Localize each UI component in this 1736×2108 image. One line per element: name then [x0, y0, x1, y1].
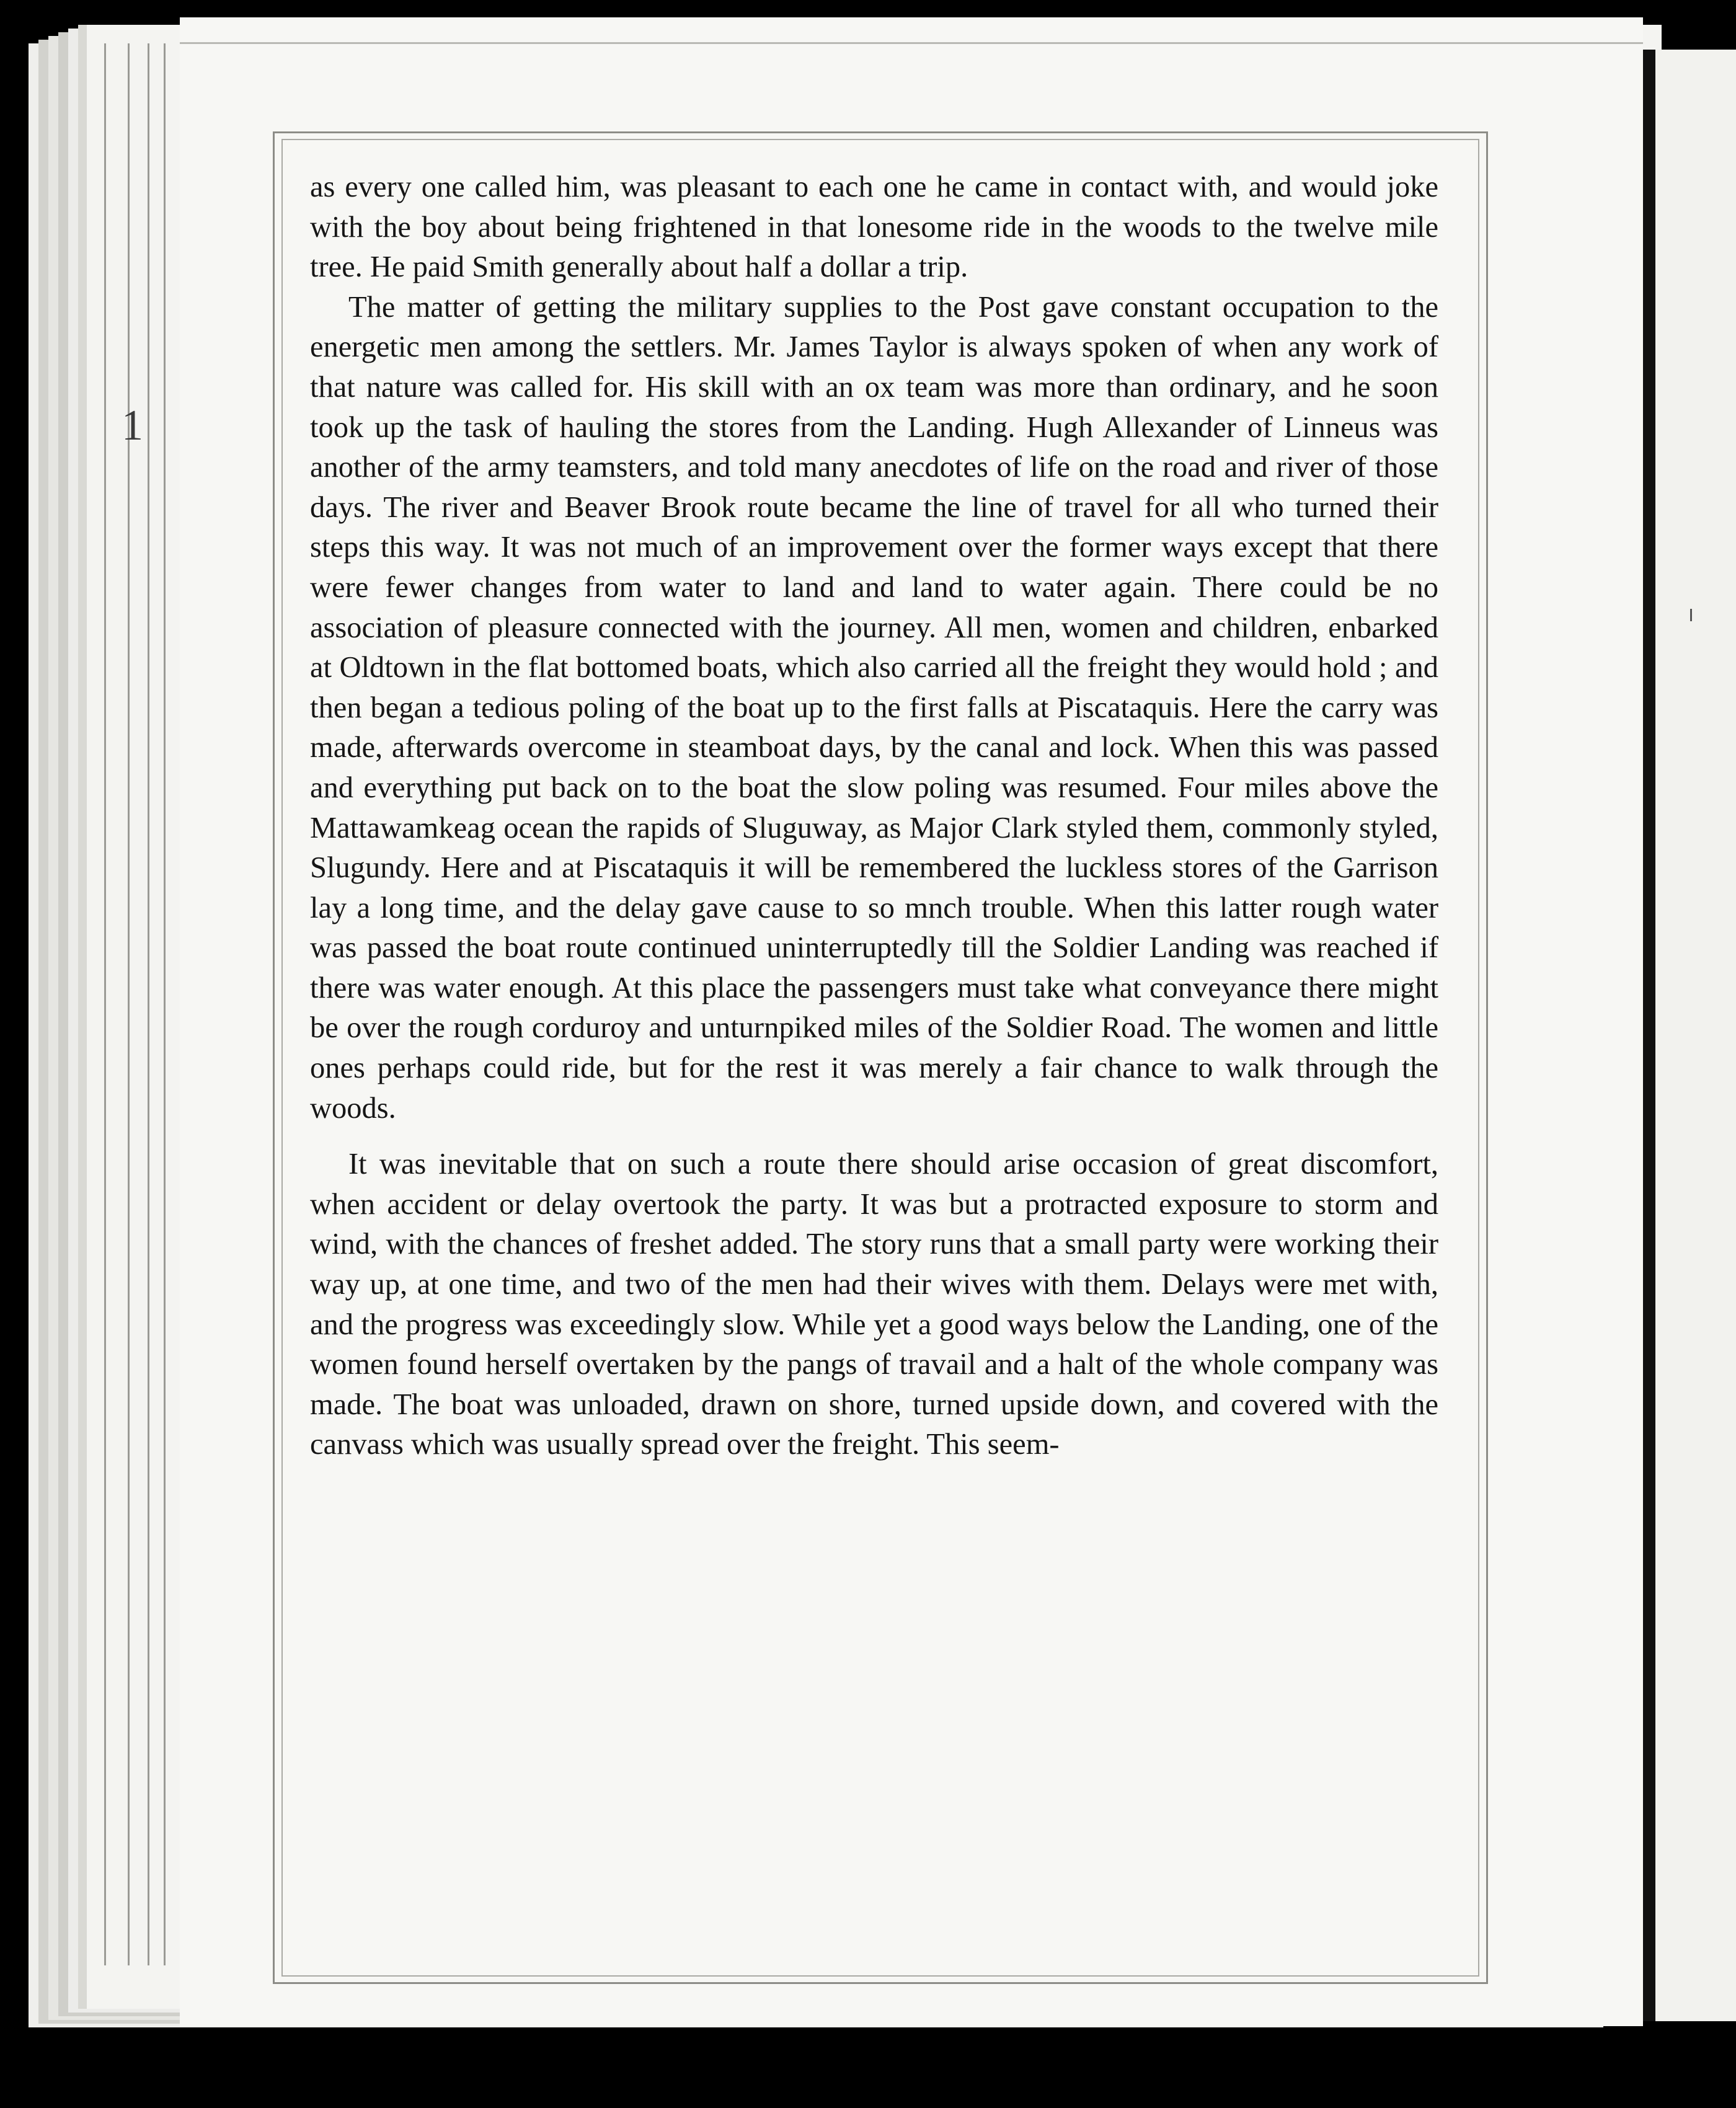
paragraph: The matter of getting the military supplies to the Post gave constant occupation to the energetic men among the settlers. Mr. James Taylor is always spoken of when any work of that nature was called for. His skill with an ox team was more than ordinary, and he soon took up the task of hauling the stores from the Landing. Hugh Allexander of Linneus was another of the army teamsters, and told many anecdotes of life on the road and river of those days. The river and Beaver Brook route became the line of travel for all who turned their steps this way. It was not much of an improvement over the former ways except that there were fewer changes from water to land and land to water again. There could be no association of pleasure connected with the journey. All men, women and children, enbarked at Oldtown in the flat bottomed boats, which also carried all the freight they would hold ; and then began a tedious poling of the boat up to the first falls at Piscataquis. Here the carry was made, afterwards overcome in steamboat days, by the canal and lock. When this was passed and everything put back on to the boat the slow poling was resumed. Four miles above the Mattawamkeag ocean the rapids of Sluguway, as Major Clark styled them, commonly styled, Slugundy. Here and at Piscataquis it will be remembered the luckless stores of the Garrison lay a long time, and the delay gave cause to so mnch trouble. When this latter rough water was passed the boat route continued uninterruptedly till the Soldier Landing was reached if there was water enough. At this place the passengers must take what conveyance there might be over the rough corduroy and unturnpiked miles of the Soldier Road. The women and little ones perhaps could ride, but for the rest it was merely a fair chance to walk through the woods. — [310, 290, 1438, 1125]
paragraph-continued: as every one called him, was pleasant to each one he came in contact with, and would joke with the boy about being frightened in that lonesome ride in the woods to the twelve mile tree. He paid Smith generally about half a dollar a trip. — [310, 170, 1438, 284]
page-edge-line — [148, 43, 149, 1965]
body-text — [310, 167, 1438, 1465]
stray-mark — [1690, 609, 1692, 621]
page-edge-line — [104, 43, 106, 1965]
paragraph: It was inevitable that on such a route there should arise occasion of great discomfort, when accident or delay overtook the party. It was but a protracted exposure to storm and wind, with the chances of freshet added. The story runs that a small party were working their way up, at one time, and two of the men had their wives with them. Delays were met with, and the progress was exceedingly slow. While yet a good ways below the Landing, one of the women found herself overtaken by the pangs of travail and a halt of the whole company was made. The boat was unloaded, drawn on shore, turned upside down, and covered with the canvass which was usually spread over the freight. This seem- — [310, 1148, 1438, 1461]
margin-mark: 1 — [122, 402, 143, 450]
gutter-shadow — [1643, 50, 1655, 2021]
page-edge-line — [164, 43, 166, 1965]
page-edge-line — [128, 43, 130, 1965]
adjacent-page-edge — [1655, 50, 1736, 2021]
page-top-edge — [180, 42, 1643, 44]
